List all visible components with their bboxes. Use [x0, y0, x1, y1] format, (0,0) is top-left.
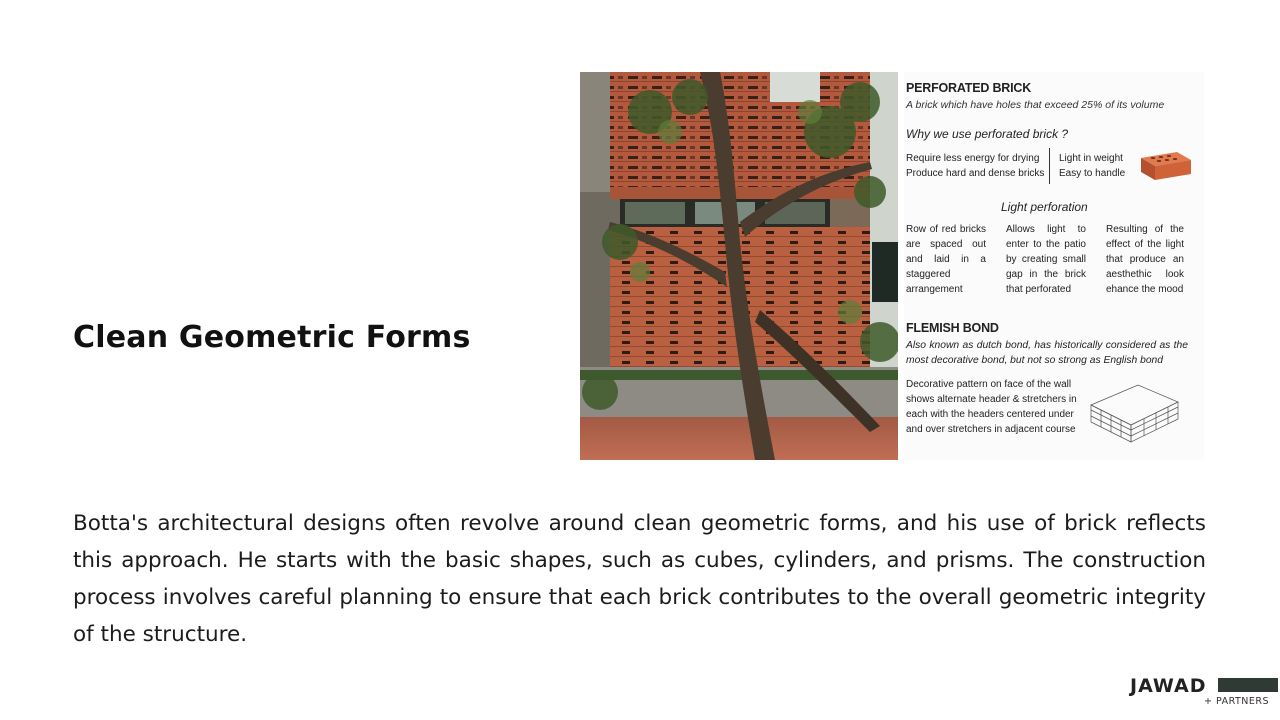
light-column: Resulting of the effect of the light that produce an aesthethic look ehance the mood: [1106, 224, 1184, 295]
flemish-bond-diagram-icon: [1086, 380, 1186, 450]
light-column: Row of red bricks are spaced out and laid in a staggered arrangement: [906, 224, 986, 295]
perforated-question: Why we use perforated brick ?: [906, 127, 1069, 141]
figure-panel: [580, 72, 1205, 460]
logo-wordmark: JAWAD: [1130, 675, 1207, 697]
divider: [1049, 148, 1050, 184]
reason-item: Light in weight: [1059, 153, 1123, 164]
flemish-description: [906, 377, 1077, 437]
perforated-brick-title: PERFORATED BRICK: [906, 81, 1032, 95]
perforated-brick-definition: A brick which have holes that exceed 25% of its volume: [906, 99, 1165, 111]
logo-bar: [1218, 678, 1278, 692]
description-line: shows alternate header & stretchers in: [906, 394, 1077, 405]
slide-body-paragraph: Botta's architectural designs often revolve around clean geometric forms, and his use of brick reflects this approach. He starts with the basic shapes, such as cubes, cylinders, and prisms. The construction process involves careful planning to ensure that each brick contributes to the overall geometric integrity of the structure.: [73, 511, 1206, 647]
description-line: and over stretchers in adjacent course: [906, 424, 1076, 435]
flemish-bond-title: FLEMISH BOND: [906, 321, 999, 335]
reason-item: Easy to handle: [1059, 168, 1126, 179]
slide-title: Clean Geometric Forms: [73, 320, 471, 355]
perforated-brick-icon: [1137, 148, 1195, 182]
brick-wall-photo: [580, 72, 898, 460]
reason-item: Produce hard and dense bricks: [906, 168, 1045, 179]
reason-item: Require less energy for drying: [906, 153, 1040, 164]
flemish-bond-definition: Also known as dutch bond, has historically considered as the most decorative bond, but not so strong as English bond: [906, 340, 1188, 366]
reasons-right: [1059, 151, 1125, 181]
light-perforation-title: Light perforation: [1001, 200, 1088, 214]
company-logo: [1128, 676, 1280, 710]
logo-subtitle: + PARTNERS: [1204, 696, 1270, 707]
light-column: Allows light to enter to the patio by creating small gap in the brick that perforated: [1006, 224, 1086, 295]
description-line: Decorative pattern on face of the wall: [906, 379, 1072, 390]
brick-info-sheet: [904, 72, 1204, 460]
description-line: each with the headers centered under: [906, 409, 1074, 420]
reasons-left: [906, 151, 1044, 181]
